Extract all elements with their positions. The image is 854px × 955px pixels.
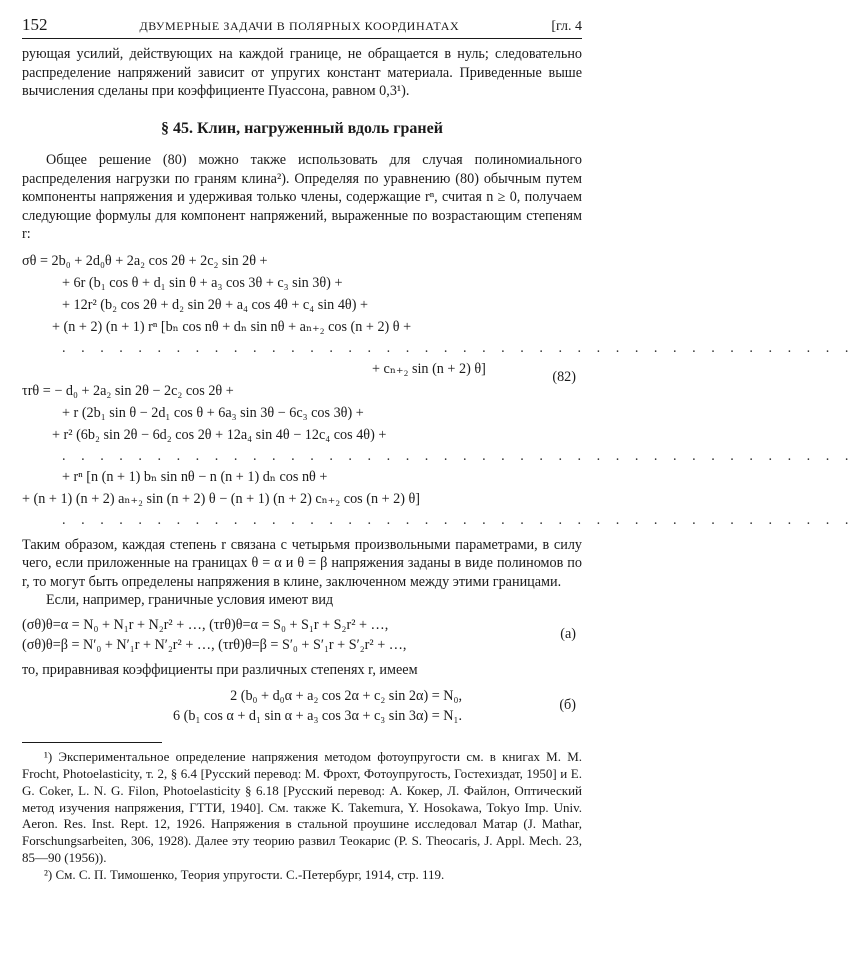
equation-82: [22, 250, 854, 530]
paragraph-intro: Общее решение (80) можно также использовать для случая полиномиального распределения нагрузки по граням клина²). Определяя по уравнению (80) обычным путем компоненты напряжения и удерживая только члены, содержащие rⁿ, считая n ≥ 0, получаем следующие формулы для компонент напряжений, выраженные по возрастающим степеням r:: [22, 152, 582, 243]
paragraph-if: Если, например, граничные условия имеют вид: [46, 591, 334, 608]
equation-line: + cₙ₊₂ sin (n + 2) θ]: [372, 360, 486, 377]
equation-line: + 6r (b₁ cos θ + d₁ sin θ + a₃ cos 3θ + c₃ sin 3θ) +: [62, 274, 343, 291]
page-number: 152: [22, 15, 48, 34]
equation-line: + r (2b₁ sin θ − 2d₁ cos θ + 6a₃ sin 3θ − 6c₃ cos 3θ) +: [62, 404, 364, 421]
section-title: § 45. Клин, нагруженный вдоль граней: [161, 119, 443, 137]
paragraph-mid: Таким образом, каждая степень r связана с четырьмя произвольными параметрами, в силу чего, если приложенные на границах θ = α и θ = β напряжения заданы в виде полиномов по r, то могут быть определены напряжения в клине, заключенном между этими границами.: [22, 536, 582, 590]
equation-a: [22, 615, 582, 655]
equation-ellipsis-row: . . . . . . . . . . . . . . . . . . . . . . . . . . . . . . . . . . . . . . . . . .: [62, 447, 854, 464]
equation-line: + 12r² (b₂ cos 2θ + d₂ sin 2θ + a₄ cos 4θ + c₄ sin 4θ) +: [62, 296, 368, 313]
equation-line: 6 (b₁ cos α + d₁ sin α + a₃ cos 3α + c₃ sin 3α) = N₁.: [172, 707, 462, 724]
footnote-rule: [22, 742, 162, 743]
paragraph-top: рующая усилий, действующих на каждой границе, не обращается в нуль; следовательно распределение напряжений зависит от упругих констант материала. Приведенные выше вычисления сделаны при коэффициенте Пуассона, равном 0,3¹).: [22, 46, 582, 100]
equation-number: (б): [559, 696, 576, 713]
paragraph-then: то, приравнивая коэффициенты при различных степенях r, имеем: [22, 662, 418, 679]
footnote-1: ¹) Экспериментальное определение напряжения методом фотоупругости см. в книгах M. M. Frocht, Photoelasticity, т. 2, § 6.4 [Русский перевод: М. Фрохт, Фотоупругость, Гостехиздат, 1950] и E. G. Coker, L. N. G. Filon, Photoelasticity § 6.18 [Русский перевод: А. Кокер, Л. Файлон, Оптический метод изучения напряжения, ГТТИ, 1940]. См. также K. Takemura, Y. Hosokawa, Tokyo Imp. Univ. Aeron. Res. Inst. Rept. 12, 1926. Напряжения в стальной проушине исследовал Матар (J. Mathar, Forschungsarbeiten, 306, 1928). Далее эту теорию развил Теокарис (P. S. Theocaris, J. Appl. Mech. 23, 85—90 (1956)).: [22, 748, 582, 866]
book-page: [22, 14, 854, 884]
equation-ellipsis-row: . . . . . . . . . . . . . . . . . . . . . . . . . . . . . . . . . . . . . . . . . .: [62, 511, 854, 528]
page-header: [22, 14, 582, 39]
equation-line: τrθ = − d₀ + 2a₂ sin 2θ − 2c₂ cos 2θ +: [22, 382, 234, 399]
equation-line: + (n + 2) (n + 1) rⁿ [bₙ cos nθ + dₙ sin nθ + aₙ₊₂ cos (n + 2) θ +: [52, 318, 412, 335]
equation-line: + rⁿ [n (n + 1) bₙ sin nθ − n (n + 1) dₙ cos nθ +: [62, 468, 328, 485]
chapter-marker: [гл. 4: [551, 19, 582, 34]
equation-b: [22, 686, 582, 726]
equation-line: 2 (b₀ + d₀α + a₂ cos 2α + c₂ sin 2α) = N₀,: [230, 687, 462, 704]
equation-number: (82): [552, 368, 576, 385]
equation-line: + (n + 1) (n + 2) aₙ₊₂ sin (n + 2) θ − (n + 1) (n + 2) cₙ₊₂ cos (n + 2) θ]: [22, 490, 421, 507]
equation-line: (σθ)θ=α = N₀ + N₁r + N₂r² + …, (τrθ)θ=α = S₀ + S₁r + S₂r² + …,: [22, 617, 389, 634]
running-title: ДВУМЕРНЫЕ ЗАДАЧИ В ПОЛЯРНЫХ КООРДИНАТАХ: [139, 19, 460, 33]
equation-number: (a): [560, 626, 576, 643]
equation-line: (σθ)θ=β = N′₀ + N′₁r + N′₂r² + …, (τrθ)θ=β = S′₀ + S′₁r + S′₂r² + …,: [22, 637, 407, 654]
equation-line: σθ = 2b₀ + 2d₀θ + 2a₂ cos 2θ + 2c₂ sin 2θ +: [22, 252, 268, 269]
footnote-2: ²) См. С. П. Тимошенко, Теория упругости. С.-Петербург, 1914, стр. 119.: [44, 867, 445, 883]
equation-line: + r² (6b₂ sin 2θ − 6d₂ cos 2θ + 12a₄ sin 4θ − 12c₄ cos 4θ) +: [52, 426, 387, 443]
footnotes: [22, 749, 582, 884]
equation-ellipsis-row: . . . . . . . . . . . . . . . . . . . . . . . . . . . . . . . . . . . . . . . . . .: [62, 339, 854, 356]
